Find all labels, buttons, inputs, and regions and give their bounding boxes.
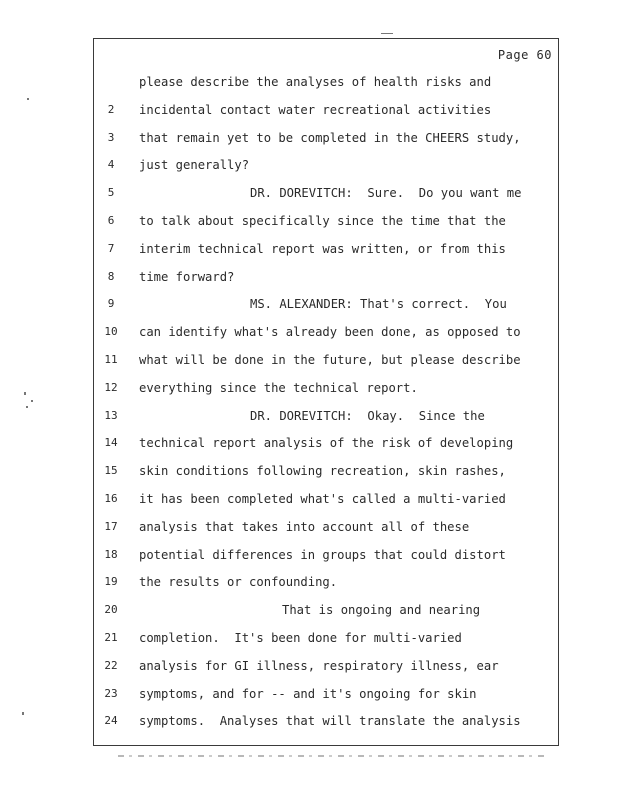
transcript-line bbox=[0, 239, 618, 259]
transcript-line bbox=[0, 433, 618, 453]
line-text: completion. It's been done for multi-varied bbox=[139, 631, 462, 645]
transcript-line bbox=[0, 128, 618, 148]
transcript-line bbox=[0, 211, 618, 231]
line-text: interim technical report was written, or from this bbox=[139, 241, 506, 256]
scan-speck bbox=[24, 392, 26, 395]
line-text: skin conditions following recreation, skin rashes, bbox=[139, 464, 506, 479]
line-number: 24 bbox=[104, 714, 118, 728]
line-number: 21 bbox=[104, 631, 118, 644]
line-text: can identify what's already been done, as opposed to bbox=[139, 325, 521, 340]
line-number: 11 bbox=[104, 353, 118, 366]
line-number: 13 bbox=[104, 408, 118, 422]
scan-speck bbox=[26, 406, 28, 408]
transcript-line bbox=[0, 628, 618, 648]
line-number: 18 bbox=[104, 547, 118, 561]
scan-noise bbox=[118, 755, 548, 757]
line-number: 19 bbox=[104, 575, 118, 589]
line-text: symptoms. Analyses that will translate the analysis bbox=[139, 714, 521, 729]
line-number: 4 bbox=[107, 158, 115, 172]
line-text: to talk about specifically since the time that the bbox=[139, 214, 506, 228]
line-number: 8 bbox=[107, 269, 115, 283]
transcript-line bbox=[0, 489, 618, 509]
line-number: 23 bbox=[104, 686, 118, 700]
page-number: Page 60 bbox=[497, 48, 552, 62]
line-number: 16 bbox=[104, 492, 118, 505]
line-text: the results or confounding. bbox=[139, 575, 338, 590]
line-number: 17 bbox=[104, 519, 118, 533]
transcript-line bbox=[0, 322, 618, 342]
line-number: 3 bbox=[107, 130, 115, 144]
transcript-line bbox=[0, 183, 618, 203]
line-text: time forward? bbox=[139, 269, 235, 284]
line-number: 10 bbox=[104, 325, 118, 339]
line-text: what will be done in the future, but please describe bbox=[139, 353, 521, 367]
transcript-line bbox=[0, 406, 618, 426]
transcript-line bbox=[0, 378, 618, 398]
scan-speck bbox=[22, 712, 24, 715]
transcript-line bbox=[0, 656, 618, 676]
transcript-line bbox=[0, 294, 618, 314]
line-number: 6 bbox=[107, 214, 115, 227]
line-text: That is ongoing and nearing bbox=[282, 603, 481, 618]
line-text: that remain yet to be completed in the CHEERS study, bbox=[139, 130, 521, 145]
line-text: potential differences in groups that could distort bbox=[139, 547, 506, 562]
line-text: DR. DOREVITCH: Sure. Do you want me bbox=[250, 186, 522, 201]
transcript-line bbox=[0, 545, 618, 565]
scan-speck bbox=[381, 33, 393, 34]
line-number: 5 bbox=[107, 186, 115, 200]
line-text: MS. ALEXANDER: That's correct. You bbox=[250, 297, 507, 312]
line-text: DR. DOREVITCH: Okay. Since the bbox=[250, 408, 485, 423]
transcript-line bbox=[0, 600, 618, 620]
line-number: 22 bbox=[104, 658, 118, 672]
line-text: analysis that takes into account all of these bbox=[139, 519, 470, 534]
transcript-line bbox=[0, 517, 618, 537]
transcript-line bbox=[0, 100, 618, 120]
line-number: 7 bbox=[107, 241, 115, 255]
scan-speck bbox=[27, 98, 29, 100]
line-number: 12 bbox=[104, 380, 118, 394]
transcript-line bbox=[0, 155, 618, 175]
line-text: technical report analysis of the risk of developing bbox=[139, 436, 514, 451]
transcript-line bbox=[0, 711, 618, 731]
line-number: 2 bbox=[107, 102, 115, 116]
line-number: 14 bbox=[104, 436, 118, 450]
line-number: 15 bbox=[104, 464, 118, 478]
transcript-line bbox=[0, 267, 618, 287]
line-text: just generally? bbox=[139, 158, 250, 173]
transcript-line bbox=[0, 684, 618, 704]
line-text: symptoms, and for -- and it's ongoing for skin bbox=[139, 686, 477, 701]
line-text: incidental contact water recreational activities bbox=[139, 102, 492, 117]
transcript-line bbox=[0, 72, 618, 92]
line-number: 20 bbox=[104, 603, 118, 617]
line-number: 9 bbox=[107, 297, 115, 311]
line-text: everything since the technical report. bbox=[139, 380, 418, 395]
transcript-line bbox=[0, 461, 618, 481]
line-text: please describe the analyses of health risks and bbox=[139, 75, 492, 89]
scan-speck bbox=[31, 400, 33, 402]
transcript-line bbox=[0, 572, 618, 592]
line-text: it has been completed what's called a multi-varied bbox=[139, 492, 506, 506]
transcript-line bbox=[0, 350, 618, 370]
line-text: analysis for GI illness, respiratory illness, ear bbox=[139, 658, 499, 673]
